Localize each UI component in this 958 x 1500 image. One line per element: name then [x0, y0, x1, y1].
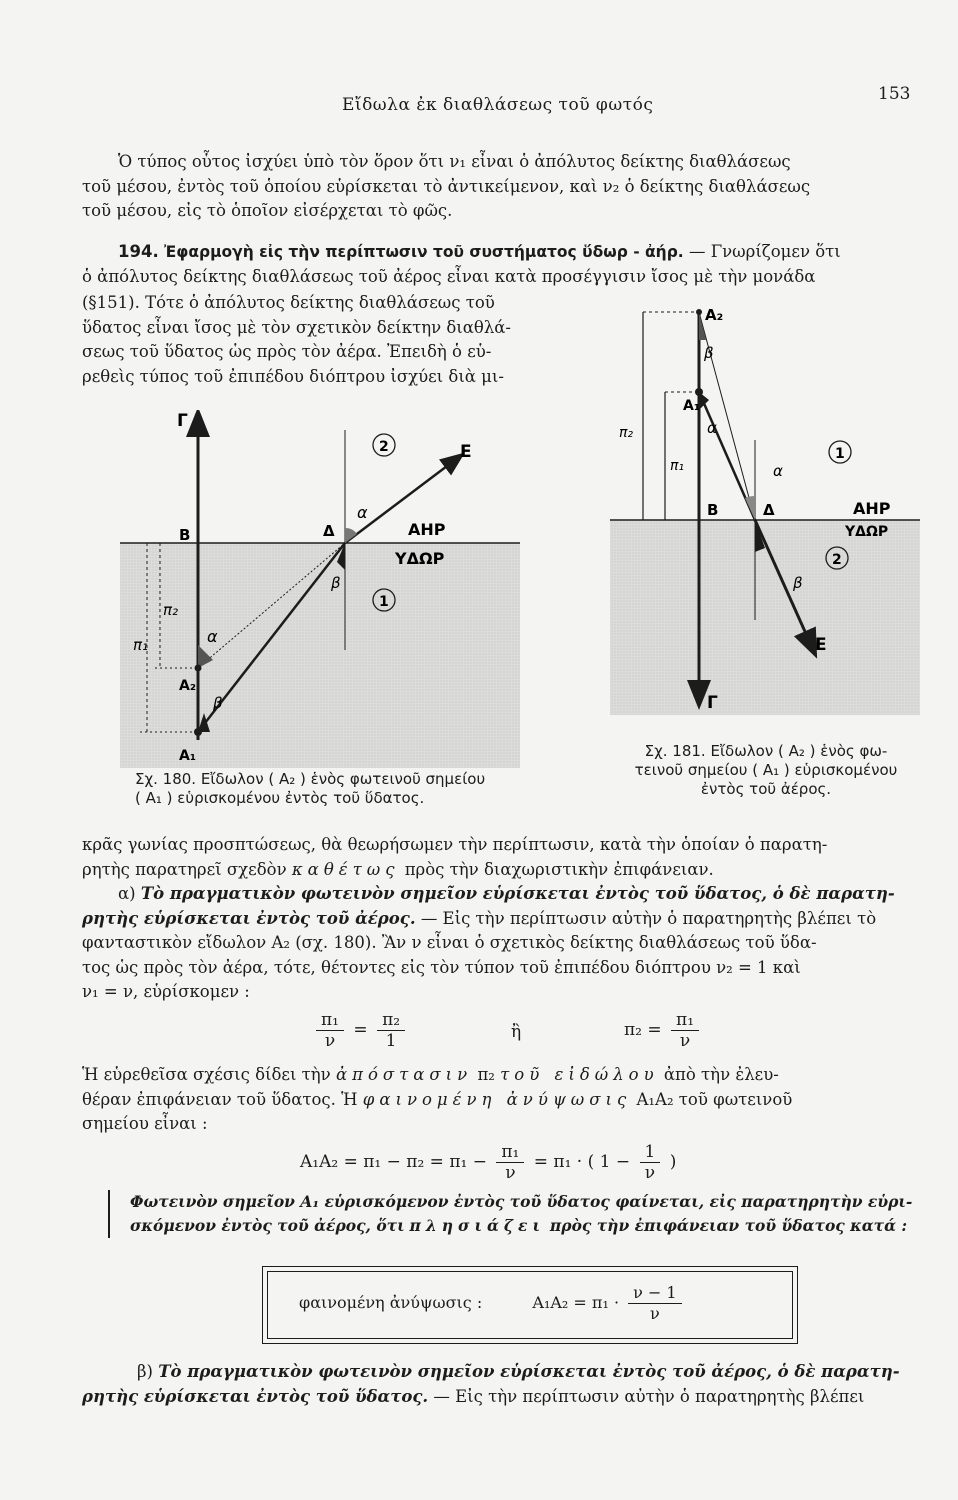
denominator: ν	[644, 1163, 656, 1183]
label-b: Β	[707, 501, 719, 519]
boxed-formula	[262, 1266, 798, 1344]
spaced-emphasis: τοῦ εἰδώλου	[500, 1065, 659, 1084]
case-b-heading	[82, 1360, 922, 1385]
label-pi1: π₁	[133, 636, 149, 654]
rule-line	[130, 1214, 950, 1238]
numerator: ν − 1	[628, 1283, 681, 1304]
label-beta: β	[704, 344, 714, 362]
text-span: ἀπὸ τὴν ἐλευ-	[663, 1065, 779, 1084]
equation-lhs: Α₁Α₂ = π₁ ·	[532, 1293, 620, 1312]
fraction	[640, 1142, 661, 1183]
text-span: — Εἰς τὴν περίπτωσιν αὐτὴν ὁ παρατηρητὴς βλέπει τὸ	[420, 908, 877, 928]
label-water: ΥΔΩΡ	[845, 524, 889, 540]
caption-line: Σχ. 180. Εἴδωλον ( Α₂ ) ἑνὸς φωτεινοῦ σημείου	[135, 770, 486, 788]
caption-line: τεινοῦ σημείου ( Α₁ ) εὑρισκομένου	[634, 761, 898, 779]
label-epsilon: Ε	[460, 442, 472, 462]
caption-line: ( Α₁ ) εὑρισκομένου ἐντὸς τοῦ ὕδατος.	[135, 789, 425, 807]
figure-180	[95, 410, 535, 770]
text-span: θέραν ἐπιφάνειαν τοῦ ὕδατος. Ἡ	[82, 1089, 358, 1109]
body-line: τος ὡς πρὸς τὸν ἀέρα, τότε, θέτοντες εἰς τὸν τύπον τοῦ ἐπιπέδου διόπτρου ν₂ = 1 καὶ	[82, 957, 801, 977]
label-circle-1: 1	[379, 594, 389, 610]
label-alpha: α	[707, 419, 717, 437]
numerator: π₁	[316, 1010, 344, 1031]
label-circle-2: 2	[379, 439, 389, 455]
fraction	[496, 1142, 524, 1183]
label-alpha-d: α	[773, 462, 783, 480]
body-line: ν₁ = ν, εὑρίσκομεν :	[82, 982, 250, 1001]
case-label: β)	[137, 1362, 153, 1381]
spaced-emphasis: πλησιάζει	[409, 1216, 545, 1235]
fraction	[671, 1010, 699, 1051]
equation-1	[312, 1010, 409, 1051]
denominator: 1	[385, 1031, 397, 1051]
point-a2	[195, 665, 202, 672]
label-a1: Α₁	[179, 748, 196, 764]
section-line: ρεθεὶς τύπος τοῦ ἐπιπέδου διόπτρου ἰσχύει διὰ μι-	[82, 366, 504, 386]
fig-180-caption	[135, 770, 485, 808]
equals-sign: =	[353, 1020, 368, 1040]
alpha-angle-mark-d	[745, 496, 755, 520]
label-circle-1: 1	[835, 446, 845, 462]
label-gamma: Γ	[707, 693, 718, 713]
label-air: ΑΗΡ	[408, 520, 446, 539]
label-alpha: α	[207, 627, 218, 646]
text-span: Ἡ εὑρεθεῖσα σχέσις δίδει τὴν	[82, 1065, 331, 1084]
equation-middle: = π₁ · ( 1 −	[533, 1152, 631, 1172]
section-number: 194.	[118, 242, 159, 261]
spaced-emphasis: φαινομένη ἀνύψωσις	[362, 1089, 632, 1109]
water-region	[610, 520, 920, 715]
italic-statement: ρητὴς εὑρίσκεται ἐντὸς τοῦ ὕδατος.	[82, 1386, 429, 1406]
fraction	[628, 1283, 681, 1324]
text-span: Α₁Α₂ τοῦ φωτεινοῦ	[636, 1089, 793, 1109]
text-span: — Εἰς τὴν περίπτωσιν αὐτὴν ὁ παρατηρητὴς βλέπει	[433, 1386, 865, 1406]
section-line: σεως τοῦ ὕδατος ὡς πρὸς τὸν ἀέρα. Ἐπειδὴ ὁ εὑ-	[82, 342, 492, 361]
case-a-heading	[82, 882, 922, 907]
label-epsilon: Ε	[815, 635, 827, 655]
equation-or: ἢ	[511, 1022, 522, 1042]
text-span: ρητὴς παρατηρεῖ σχεδὸν	[82, 859, 287, 879]
rule-statement	[108, 1190, 950, 1238]
section-line: ὁ ἀπόλυτος δείκτης διαθλάσεως τοῦ ἀέρος εἶναι κατὰ προσέγγισιν ἴσος μὲ τὴν μονάδα	[82, 266, 816, 286]
equation-lhs: Α₁Α₂ = π₁ − π₂ = π₁ −	[300, 1152, 487, 1172]
label-circle-2: 2	[832, 552, 842, 568]
apparent-elevation-para	[82, 1063, 922, 1137]
box-label: φαινομένη ἀνύψωσις :	[299, 1293, 483, 1312]
body-line	[82, 858, 922, 883]
section-194-head	[82, 240, 922, 289]
body-line: σημείου εἶναι :	[82, 1114, 208, 1133]
denominator: ν	[324, 1031, 336, 1051]
label-a1: Α₁	[683, 398, 700, 414]
label-alpha-d: α	[357, 503, 368, 522]
label-gamma: Γ	[177, 411, 188, 431]
spaced-emphasis: καθέτως	[291, 859, 400, 879]
equation-2	[624, 1010, 703, 1051]
page-number: 153	[878, 84, 911, 104]
body-line: φανταστικὸν εἴδωλον Α₂ (σχ. 180). Ἂν ν εἶναι ὁ σχετικὸς δείκτης διαθλάσεως τοῦ ὕδα-	[82, 933, 817, 952]
italic-statement: πρὸς τὴν ἐπιφάνειαν τοῦ ὕδατος κατά :	[549, 1216, 908, 1235]
closing-paren: )	[669, 1152, 677, 1172]
numerator: π₁	[496, 1142, 524, 1163]
label-delta: Δ	[323, 522, 335, 540]
body-line	[82, 907, 922, 932]
intro-line: τοῦ μέσου, ἐντὸς τοῦ ὁποίου εὑρίσκεται τὸ ἀντικείμενον, καὶ ν₂ ὁ δείκτης διαθλάσεως	[82, 176, 811, 196]
label-pi2: π₂	[619, 425, 634, 441]
denominator: ν	[505, 1163, 516, 1183]
label-delta: Δ	[763, 501, 775, 519]
section-text: — Γνωρίζομεν ὅτι	[688, 242, 841, 261]
equation-3	[300, 1142, 676, 1183]
label-air: ΑΗΡ	[853, 499, 891, 518]
text-span: π₂	[477, 1065, 495, 1084]
body-continuation	[82, 833, 922, 1005]
fraction	[316, 1010, 344, 1051]
section-line: (§151). Τότε ὁ ἀπόλυτος δείκτης διαθλάσεως τοῦ	[82, 293, 495, 312]
case-b	[82, 1360, 922, 1409]
intro-line: Ὁ τύπος οὗτος ἰσχύει ὑπὸ τὸν ὅρον ὅτι ν₁ εἶναι ὁ ἀπόλυτος δείκτης διαθλάσεως	[118, 152, 791, 171]
fig-181-caption	[611, 742, 921, 799]
numerator: π₁	[671, 1010, 699, 1031]
label-beta: β	[213, 694, 223, 712]
figure-181	[605, 300, 925, 720]
numerator: 1	[640, 1142, 661, 1163]
equation-lhs: π₂ =	[624, 1020, 662, 1040]
label-beta-d: β	[793, 574, 803, 592]
label-a2: Α₂	[705, 306, 724, 324]
label-water: ΥΔΩΡ	[395, 549, 445, 568]
italic-statement: σκόμενον ἐντὸς τοῦ ἀέρος, ὅτι	[130, 1216, 405, 1235]
italic-statement: Τὸ πραγματικὸν φωτεινὸν σημεῖον εὑρίσκεται ἐντὸς τοῦ ὕδατος, ὁ δὲ παρατη-	[140, 884, 895, 903]
numerator: π₂	[377, 1010, 405, 1031]
running-title: Εἴδωλα ἐκ διαθλάσεως τοῦ φωτός	[342, 95, 654, 115]
body-line	[82, 1063, 922, 1088]
caption-line: Σχ. 181. Εἴδωλον ( Α₂ ) ἑνὸς φω-	[644, 742, 888, 760]
denominator: ν	[679, 1031, 691, 1051]
point-a1	[695, 388, 703, 396]
body-line	[82, 1385, 922, 1410]
box-content	[299, 1283, 686, 1324]
label-pi2: π₂	[163, 601, 179, 619]
spaced-emphasis: ἀπόστασιν	[335, 1065, 473, 1084]
section-title: Ἐφαρμογὴ εἰς τὴν περίπτωσιν τοῦ συστήματος ὕδωρ - ἀήρ.	[163, 243, 684, 261]
label-a2: Α₂	[179, 678, 196, 694]
caption-line: ἐντὸς τοῦ ἀέρος.	[700, 780, 832, 798]
section-194-narrow	[82, 291, 602, 389]
body-line	[82, 1088, 922, 1113]
case-label: α)	[118, 884, 136, 903]
italic-statement: ρητὴς εὑρίσκεται ἐντὸς τοῦ ἀέρος.	[82, 908, 416, 928]
section-line: ὕδατος εἶναι ἴσος μὲ τὸν σχετικὸν δείκτην διαθλά-	[82, 317, 512, 337]
label-pi1: π₁	[670, 458, 685, 474]
point-a1	[194, 728, 202, 736]
intro-paragraph	[82, 150, 922, 224]
label-b: Β	[179, 526, 191, 544]
body-line: κρᾶς γωνίας προσπτώσεως, θὰ θεωρήσωμεν τὴν περίπτωσιν, κατὰ τὴν ὁποίαν ὁ παρατη-	[82, 835, 828, 854]
denominator: ν	[650, 1304, 660, 1323]
point-a2	[696, 309, 702, 315]
italic-statement: Τὸ πραγματικὸν φωτεινὸν σημεῖον εὑρίσκεται ἐντὸς τοῦ ἀέρος, ὁ δὲ παρατη-	[158, 1362, 900, 1381]
label-beta-d: β	[331, 574, 341, 592]
text-span: πρὸς τὴν διαχωριστικὴν ἐπιφάνειαν.	[404, 859, 714, 879]
fraction	[377, 1010, 405, 1051]
intro-line: τοῦ μέσου, εἰς τὸ ὁποῖον εἰσέρχεται τὸ φῶς.	[82, 201, 453, 220]
rule-line: Φωτεινὸν σημεῖον Α₁ εὑρισκόμενον ἐντὸς τοῦ ὕδατος φαίνεται, εἰς παρατηρητὴν εὑρι-	[130, 1192, 913, 1211]
